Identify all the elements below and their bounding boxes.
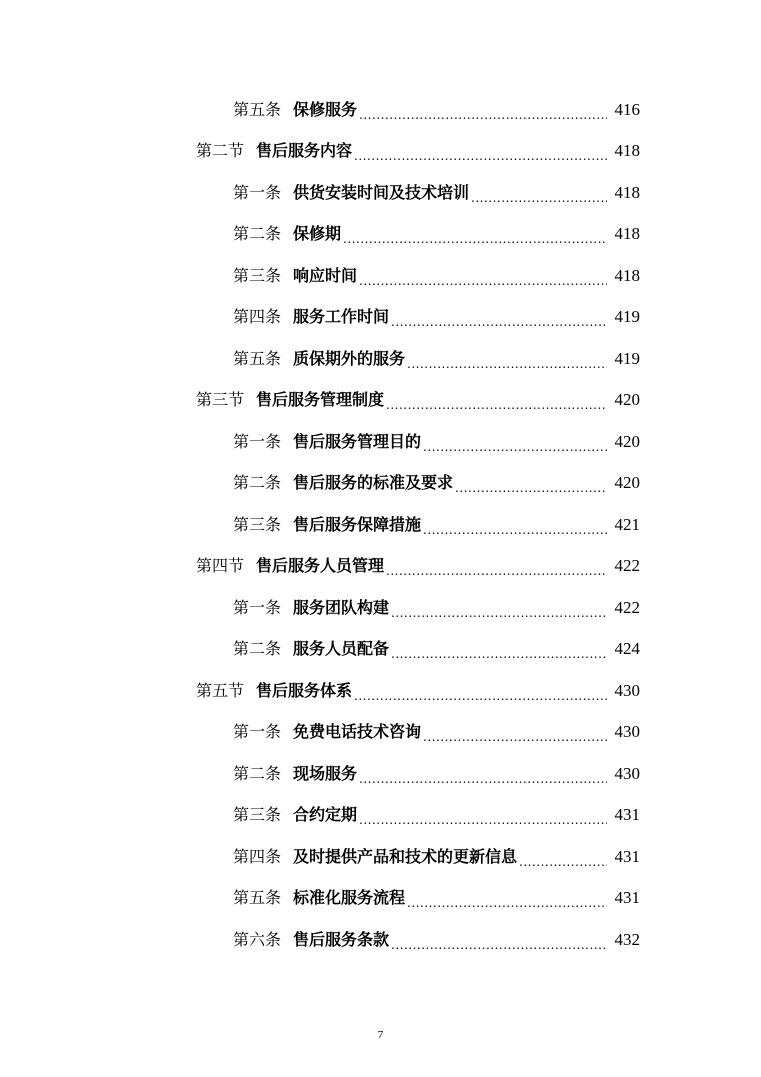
toc-dot-leader bbox=[455, 482, 607, 504]
toc-dot-leader bbox=[423, 731, 607, 753]
toc-entry-page: 419 bbox=[614, 307, 640, 327]
toc-entry-title: 售后服务管理目的 bbox=[293, 431, 422, 451]
toc-dot-leader bbox=[359, 109, 607, 131]
toc-entry[interactable] bbox=[0, 89, 761, 131]
toc-entry-number: 第五条 bbox=[233, 348, 282, 368]
toc-dot-leader bbox=[359, 814, 607, 836]
toc-entry-title: 售后服务的标准及要求 bbox=[293, 473, 454, 493]
toc-entry-number: 第三条 bbox=[233, 805, 282, 825]
toc-entry[interactable] bbox=[0, 836, 761, 878]
toc-dot-leader bbox=[407, 358, 607, 380]
toc-entry-page: 421 bbox=[614, 514, 640, 534]
toc-entry-title: 服务人员配备 bbox=[293, 639, 390, 659]
toc-entry-number: 第五节 bbox=[196, 680, 245, 700]
toc-entry-number: 第四节 bbox=[196, 556, 245, 576]
toc-entry[interactable] bbox=[0, 214, 761, 256]
toc-entry-number: 第三节 bbox=[196, 390, 245, 410]
toc-entry-page: 420 bbox=[614, 390, 640, 410]
toc-entry-page: 418 bbox=[614, 182, 640, 202]
toc-dot-leader bbox=[386, 565, 607, 587]
toc-dot-leader bbox=[354, 690, 607, 712]
toc-entry-title: 及时提供产品和技术的更新信息 bbox=[293, 846, 518, 866]
toc-entry-number: 第一条 bbox=[233, 722, 282, 742]
toc-entry-page: 419 bbox=[614, 348, 640, 368]
toc-entry-title: 保修期 bbox=[293, 224, 342, 244]
toc-entry[interactable] bbox=[0, 629, 761, 671]
toc-entry-page: 416 bbox=[614, 99, 640, 119]
toc-dot-leader bbox=[359, 275, 607, 297]
toc-dot-leader bbox=[471, 192, 607, 214]
toc-entry-title: 现场服务 bbox=[293, 763, 358, 783]
toc-entry-title: 售后服务管理制度 bbox=[256, 390, 385, 410]
toc-entry[interactable] bbox=[0, 670, 761, 712]
toc-entry-page: 422 bbox=[614, 597, 640, 617]
toc-entry-title: 标准化服务流程 bbox=[293, 888, 406, 908]
toc-entry-page: 418 bbox=[614, 224, 640, 244]
toc-entry[interactable] bbox=[0, 795, 761, 837]
toc-entry[interactable] bbox=[0, 131, 761, 173]
toc-dot-leader bbox=[423, 441, 607, 463]
toc-entry[interactable] bbox=[0, 546, 761, 588]
toc-dot-leader bbox=[391, 316, 607, 338]
table-of-contents bbox=[0, 89, 761, 961]
toc-entry-page: 418 bbox=[614, 141, 640, 161]
toc-entry-page: 431 bbox=[614, 846, 640, 866]
toc-entry-number: 第三条 bbox=[233, 514, 282, 534]
toc-entry-number: 第二条 bbox=[233, 224, 282, 244]
toc-entry-number: 第四条 bbox=[233, 307, 282, 327]
toc-entry-title: 响应时间 bbox=[293, 265, 358, 285]
toc-entry[interactable] bbox=[0, 297, 761, 339]
toc-dot-leader bbox=[359, 773, 607, 795]
toc-entry-page: 420 bbox=[614, 431, 640, 451]
toc-entry-number: 第一条 bbox=[233, 597, 282, 617]
toc-entry-page: 422 bbox=[614, 556, 640, 576]
toc-entry-page: 430 bbox=[614, 763, 640, 783]
toc-entry[interactable] bbox=[0, 338, 761, 380]
toc-entry[interactable] bbox=[0, 919, 761, 961]
toc-entry-title: 服务团队构建 bbox=[293, 597, 390, 617]
toc-entry-number: 第二节 bbox=[196, 141, 245, 161]
toc-entry-page: 418 bbox=[614, 265, 640, 285]
toc-entry-title: 售后服务保障措施 bbox=[293, 514, 422, 534]
toc-entry-number: 第二条 bbox=[233, 473, 282, 493]
toc-entry-page: 432 bbox=[614, 929, 640, 949]
toc-entry-number: 第二条 bbox=[233, 639, 282, 659]
toc-entry[interactable] bbox=[0, 380, 761, 422]
toc-entry[interactable] bbox=[0, 753, 761, 795]
toc-entry-number: 第三条 bbox=[233, 265, 282, 285]
toc-dot-leader bbox=[407, 897, 607, 919]
toc-entry[interactable] bbox=[0, 504, 761, 546]
toc-entry-title: 售后服务人员管理 bbox=[256, 556, 385, 576]
toc-entry[interactable] bbox=[0, 172, 761, 214]
toc-dot-leader bbox=[354, 150, 607, 172]
toc-entry-title: 免费电话技术咨询 bbox=[293, 722, 422, 742]
toc-entry-number: 第一条 bbox=[233, 182, 282, 202]
toc-entry[interactable] bbox=[0, 463, 761, 505]
toc-entry[interactable] bbox=[0, 255, 761, 297]
toc-entry-title: 售后服务体系 bbox=[256, 680, 353, 700]
toc-entry-number: 第一条 bbox=[233, 431, 282, 451]
toc-entry[interactable] bbox=[0, 421, 761, 463]
toc-entry-number: 第四条 bbox=[233, 846, 282, 866]
page-number: 7 bbox=[377, 1029, 384, 1041]
toc-entry-title: 服务工作时间 bbox=[293, 307, 390, 327]
toc-entry[interactable] bbox=[0, 878, 761, 920]
toc-entry-number: 第五条 bbox=[233, 888, 282, 908]
toc-entry-title: 合约定期 bbox=[293, 805, 358, 825]
toc-entry-page: 424 bbox=[614, 639, 640, 659]
toc-entry-number: 第二条 bbox=[233, 763, 282, 783]
toc-dot-leader bbox=[519, 856, 607, 878]
toc-entry-title: 保修服务 bbox=[293, 99, 358, 119]
toc-dot-leader bbox=[391, 607, 607, 629]
toc-entry-number: 第六条 bbox=[233, 929, 282, 949]
toc-dot-leader bbox=[423, 524, 607, 546]
toc-entry-page: 430 bbox=[614, 680, 640, 700]
toc-entry[interactable] bbox=[0, 587, 761, 629]
toc-entry-title: 质保期外的服务 bbox=[293, 348, 406, 368]
toc-dot-leader bbox=[386, 399, 607, 421]
toc-entry-page: 420 bbox=[614, 473, 640, 493]
toc-entry[interactable] bbox=[0, 712, 761, 754]
toc-dot-leader bbox=[391, 939, 607, 961]
toc-entry-title: 供货安装时间及技术培训 bbox=[293, 182, 470, 202]
toc-entry-page: 430 bbox=[614, 722, 640, 742]
toc-entry-title: 售后服务条款 bbox=[293, 929, 390, 949]
toc-entry-page: 431 bbox=[614, 805, 640, 825]
toc-entry-page: 431 bbox=[614, 888, 640, 908]
toc-entry-number: 第五条 bbox=[233, 99, 282, 119]
toc-dot-leader bbox=[391, 648, 607, 670]
toc-dot-leader bbox=[343, 233, 607, 255]
toc-entry-title: 售后服务内容 bbox=[256, 141, 353, 161]
